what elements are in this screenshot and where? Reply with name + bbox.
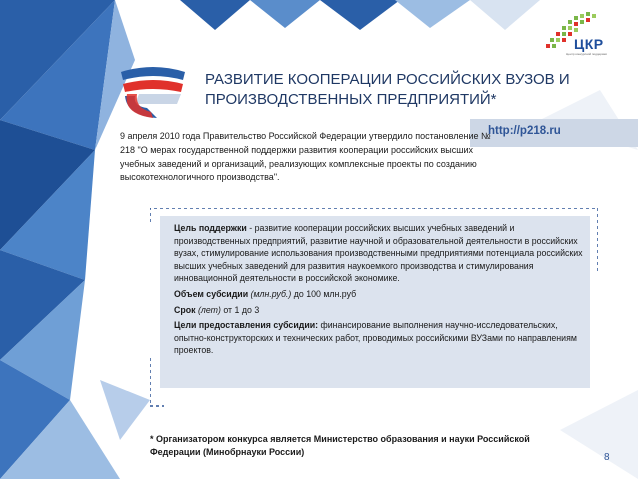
amount-paragraph [174, 288, 584, 301]
term-unit: (лет) [195, 304, 221, 315]
support-box-content [174, 222, 584, 360]
term-label: Срок [174, 304, 196, 315]
amount-text: до 100 млн.руб [291, 288, 357, 299]
goal-label: Цель поддержки [174, 223, 247, 233]
page-title: РАЗВИТИЕ КООПЕРАЦИИ РОССИЙСКИХ ВУЗОВ И ПРОИЗВОДСТВЕННЫХ ПРЕДПРИЯТИЙ* [205, 71, 570, 108]
logo-subtitle: Центр конкурсной поддержки [566, 52, 607, 56]
goal-paragraph [174, 222, 584, 285]
amount-unit: (млн.руб.) [248, 288, 292, 299]
purpose-text: финансирование выполнения научно-исследовательских, опытно-конструкторских и технических работ, проводимых российскими ВУЗами по направлениям проектов. [174, 320, 577, 356]
amount-label: Объем субсидии [174, 288, 249, 299]
program-emblem-icon [117, 64, 189, 120]
term-text: от 1 до 3 [220, 304, 260, 315]
purpose-paragraph [174, 319, 584, 357]
footnote: * Организатором конкурса является Министерство образования и науки Российской Федерации (Минобрнауки России) [150, 434, 530, 457]
term-paragraph [174, 304, 584, 317]
website-link[interactable]: http://p218.ru [488, 125, 561, 137]
purpose-label: Цели предоставления субсидии: [174, 320, 319, 331]
page-number: 8 [604, 452, 610, 463]
intro-paragraph: 9 апреля 2010 года Правительство Российской Федерации утвердило постановление № 218 "О мерах государственной поддержки развития кооперации российских высших учебных заведений и организаций, реализующих комплексные проекты по созданию высокотехнологичного производства". [120, 131, 491, 183]
logo-text: ЦКР [574, 36, 604, 52]
goal-text: - развитие кооперации российских высших учебных заведений и производственных предприятий, развитие научной и образовательной деятельности в российских вузах, стимулирование использования производственными предприятиями потенциала российских высших учебных заведений для развития наукоемкого производства и стимулирования инновационной деятельности в российской экономике. [174, 223, 583, 284]
